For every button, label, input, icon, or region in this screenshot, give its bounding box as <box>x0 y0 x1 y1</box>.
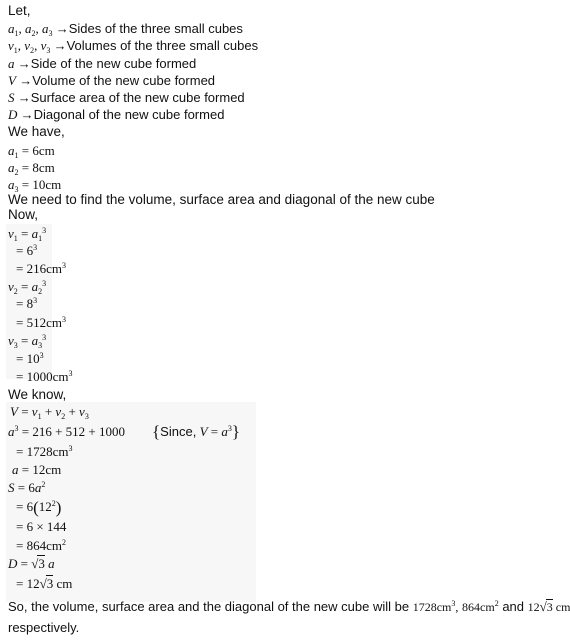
conclusion-diagonal: 12√3 cm <box>527 599 570 614</box>
v1-equation: $v_1 = a_1^3$ <box>8 226 47 243</box>
we-have-text: We have, <box>8 124 65 139</box>
given-a3: $a_3 = 10cm$ <box>8 177 62 194</box>
definition-row-2: $v_1$, $v_2$, $v_3$ →Volumes of the three small cubes <box>8 38 259 55</box>
conclusion-volume: $1728cm^3$, <box>412 599 459 614</box>
side-value: a = 12cm <box>12 462 62 477</box>
definition-row-6: D →Diagonal of the new cube formed <box>8 107 225 122</box>
arrow-icon: → <box>20 107 34 122</box>
definition-text-6: Diagonal of the new cube formed <box>33 107 225 122</box>
v3-step: = $10^3$ <box>16 351 44 366</box>
v2-result: = $512cm^3$ <box>16 315 66 330</box>
v2-equation: $v_2 = a_2^3$ <box>8 279 47 296</box>
square-root-icon: √3 <box>31 556 45 571</box>
arrow-icon: → <box>53 38 67 53</box>
conclusion-suffix: respectively. <box>8 620 80 635</box>
arrow-icon: → <box>19 73 33 88</box>
conclusion-line: So, the volume, surface area and the diagonal of the new cube will be $1728cm^3$, $864cm^2$ and 12√3 cm <box>8 599 570 614</box>
definition-row-3: a →Side of the new cube formed <box>8 56 197 71</box>
diagonal-value: = 12√3 cm <box>16 576 73 591</box>
definition-text-4: Volume of the new cube formed <box>32 73 216 88</box>
conclusion-prefix: So, the volume, surface area and the diagonal of the new cube will be <box>8 599 410 614</box>
surface-formula: $S = 6a^2$ <box>8 480 46 495</box>
definition-row-5: S →Surface area of the new cube formed <box>8 90 245 105</box>
definition-row-1: $a_1$, $a_2$, $a_3$ →Sides of the three small cubes <box>8 21 243 38</box>
arrow-icon: → <box>17 56 31 71</box>
volume-sum-formula: $V = v_1 + v_2 + v_3$ <box>10 404 89 421</box>
square-root-icon: √3 <box>39 576 54 591</box>
now-text: Now, <box>8 207 39 222</box>
surface-product: = 6 × 144 <box>16 519 67 534</box>
definition-text-2: Volumes of the three small cubes <box>66 38 259 53</box>
given-a1: $a_1 = 6cm$ <box>8 143 55 160</box>
surface-substitution: = $6(12^2)$ <box>16 498 62 517</box>
conclusion-surface: $864cm^2$ <box>462 599 499 614</box>
definition-text-3: Side of the new cube formed <box>30 56 197 71</box>
v3-equation: $v_3 = a_3^3$ <box>8 333 47 350</box>
surface-value: = $864cm^2$ <box>16 538 66 553</box>
definition-text-5: Surface area of the new cube formed <box>30 90 245 105</box>
given-a2: $a_2 = 8cm$ <box>8 160 55 177</box>
arrow-icon: → <box>55 21 69 36</box>
diagonal-formula: D = √3 a <box>8 556 55 571</box>
definition-text-1: Sides of the three small cubes <box>68 21 243 36</box>
definition-row-4: V →Volume of the new cube formed <box>8 73 216 88</box>
intro-text: Let, <box>8 3 31 18</box>
we-know-text: We know, <box>8 387 67 402</box>
v2-step: = $8^3$ <box>16 296 38 311</box>
v3-result: = $1000cm^3$ <box>16 369 73 384</box>
arrow-icon: → <box>17 90 31 105</box>
volume-sum-values: $a^3 = 216 + 512 + 1000$ <box>8 424 126 439</box>
v1-result: = $216cm^3$ <box>16 261 66 276</box>
v1-step: = $6^3$ <box>16 243 38 258</box>
need-text: We need to find the volume, surface area and diagonal of the new cube <box>8 192 435 207</box>
since-note: {Since, $V = a^3$} <box>152 422 241 441</box>
total-volume: = $1728cm^3$ <box>16 444 73 459</box>
